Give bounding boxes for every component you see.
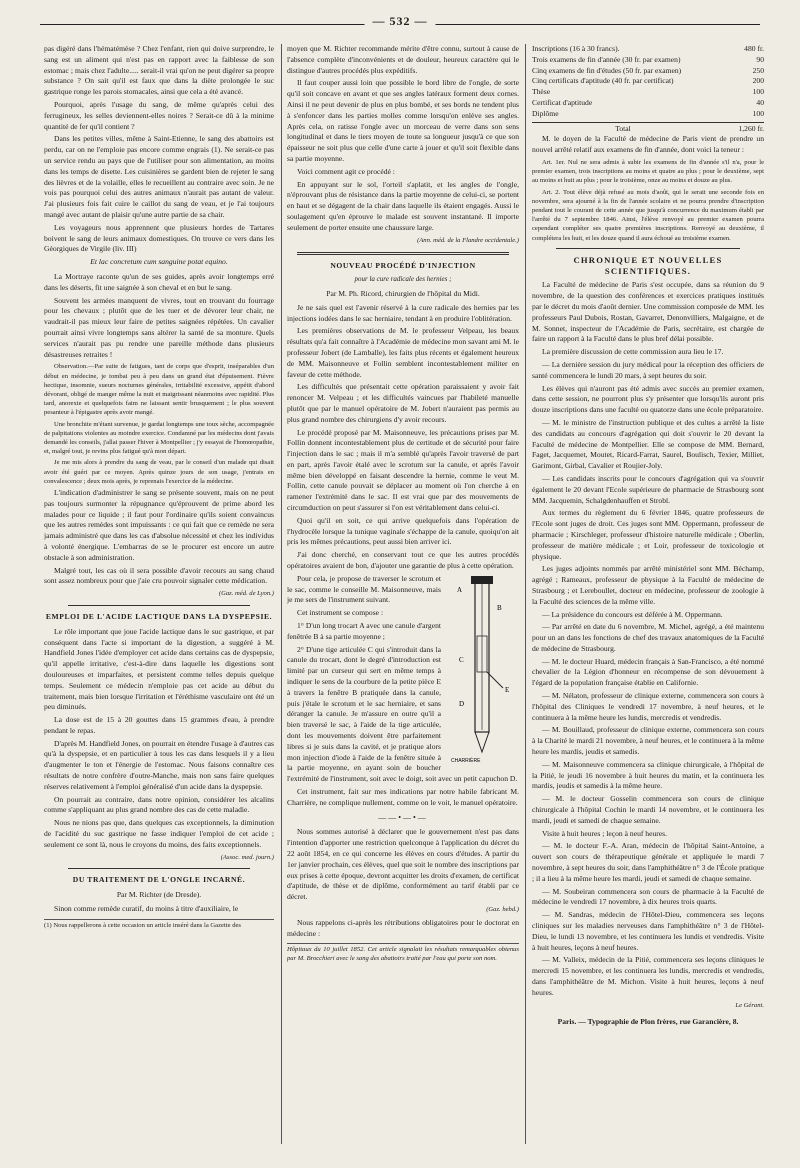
figure-label-e: E	[505, 685, 510, 694]
paragraph: moyen que M. Richter recommande mérite d'être connu, surtout à cause de l'absence complète d'inconvénients et de douleur, heureux caractère qui le distingue d'autres procédés plus expéditifs.	[287, 44, 519, 75]
article-byline: Par M. Richter (de Dresde).	[116, 890, 202, 900]
fee-total-label: Total	[615, 123, 631, 133]
paragraph: Quoi qu'il en soit, ce qui arrive quelquefois dans l'opération de l'hydrocèle lorsque la tunique vaginale s'échappe de la canule, quoiqu'on ait pris les mêmes précautions, peut aussi bien arriver ici.	[287, 515, 519, 547]
paragraph: Souvent les armées manquent de vivres, tout en trouvant du fourrage pour les chevaux ; plutôt que de les tuer et de dévorer leur chair, ne vaudrait-il pas mieux leur faire de petites saignées répétées. Un cavalier pourrait ainsi vivre longtemps sans altérer la santé de sa monture. Quels services n'aurait pas pu rendre une pareille méthode dans plusieurs désastreuses retraites !	[44, 295, 274, 359]
fee-row	[532, 66, 764, 77]
paragraph: En appuyant sur le sol, l'orteil s'aplatit, et les angles de l'ongle, n'éprouvant plus de résistance dans la partie moyenne de celui-ci, se portent en haut et se dégagent de la chair dans laquelle ils étaient engagés. Aussi le soulagement qu'en éprouve le malade est souvent instantané. Il importe seulement de porter ensuite une chaussure large.	[287, 179, 519, 232]
fee-amount: 100	[752, 108, 764, 118]
paragraph: Cet instrument se compose :	[297, 608, 384, 618]
fee-row	[532, 55, 764, 66]
paragraph: — M. Maisonneuve commencera sa clinique chirurgicale, à l'hôpital de la Pitié, le jeudi 16 novembre à huit heures du matin, et la continuera les mardis, jeudis et samedis à la même heure.	[532, 759, 764, 791]
figure-label-b: B	[497, 603, 502, 612]
figure-maker-mark: CHARRIÈRE	[451, 757, 481, 764]
paragraph: Les voyageurs nous apprennent que plusieurs hordes de Tartares boivent le sang de leurs animaux domestiques. On trouve ce vers dans les Géorgiques de Virgile (liv. III)	[44, 222, 274, 254]
manager-signoff: Le Gérant.	[735, 1001, 764, 1009]
paragraph: Cet instrument, fait sur mes indications par notre habile fabricant M. Charrière, ne complique nullement, comme on le voit, le manuel opératoire.	[287, 787, 519, 807]
paragraph: Visite à huit heures ; leçon à neuf heures.	[542, 828, 668, 838]
paragraph: — Les candidats inscrits pour le concours d'agrégation qui va s'ouvrir également le 20 devant l'Ecole supérieure de pharmacie de Strasbourg sont MM. Jacquemin, Schalgdenhauffen et Strobl.	[532, 473, 764, 505]
paragraph: Pour cela, je propose de traverser le scrotum et le sac, comme le conseille M. Maisonneuve, mais je me sers de l'instrument suivant.	[287, 573, 441, 605]
paragraph: — M. le docteur Huard, médecin français à San-Francisco, a été nommé chevalier de la Légion d'honneur en récompense de son dévouement à l'égard de la population française établie en Californie.	[532, 656, 764, 688]
section-divider	[556, 248, 740, 249]
column-separator	[525, 44, 526, 1144]
paragraph: On pourrait au contraire, dans notre opinion, considérer les alcalins comme s'appliquant au plus grand nombre des cas de cette maladie.	[44, 794, 274, 815]
paragraph: — M. le ministre de l'instruction publique et des cultes a arrêté la liste des candidats au concours d'agrégation qui doit s'ouvrir le 20 devant la Faculté de médecine de Montpellier. Elle se compose de MM. Bernard, Faget, Jacquemet, Moutet, Ricard-Farrat, Saurel, Boulisch, Texier, Milliet, Garimont, Girbal, Cavalier et Roujier-Joly.	[532, 417, 764, 471]
article-subtitle: pour la cure radicale des hernies ;	[354, 275, 452, 284]
paragraph: — Par arrêté en date du 6 novembre, M. Michel, agrégé, a été maintenu pour un an dans les fonctions de chef des travaux anatomiques de la Faculté de médecine de Strasbourg.	[532, 622, 764, 653]
source-citation: (Ann. méd. de la Flandre occidentale.)	[417, 236, 519, 244]
column-right	[532, 44, 764, 1144]
paragraph: Nous rappelons ci-après les rétributions obligatoires pour le doctorat en médecine :	[287, 917, 519, 938]
paragraph: Voici comment agit ce procédé :	[297, 166, 395, 176]
paragraph: Le rôle important que joue l'acide lactique dans le suc gastrique, et par conséquent dans l'acte si important de la digestion, a suggéré à M. Handfield Jones l'idée d'employer cet acide dans certains cas de dyspepsie, qu'il appelle irritative, c'est-à-dire dans laquelle les digestions sont douloureuses et imparfaites, et persistent comme telles depuis quelque temps. Seulement ce médecin n'emploie pas cet acide au début du traitement, mais bien lorsque l'irritation et l'éréthisme vasculaire ont été un peu diminués.	[44, 626, 274, 712]
article-title: NOUVEAU PROCÉDÉ D'INJECTION	[330, 261, 476, 271]
section-divider	[68, 868, 250, 869]
page-number: — 532 —	[365, 14, 436, 29]
fee-row	[532, 109, 764, 120]
fee-amount: 480 fr.	[744, 44, 764, 53]
source-citation: (Gaz. hebd.)	[486, 905, 519, 913]
article-title: EMPLOI DE L'ACIDE LACTIQUE DANS LA DYSPEPSIE.	[45, 611, 273, 621]
fee-amount: 40	[756, 97, 764, 107]
fee-label: Trois examens de fin d'année (30 fr. par examen)	[532, 54, 681, 64]
paragraph: La Mortraye raconte qu'un de ses guides, après avoir longtemps erré dans les déserts, fit une saignée à son cheval et en but le sang.	[44, 271, 274, 292]
fee-row	[532, 44, 764, 55]
article-title: DU TRAITEMENT DE L'ONGLE INCARNÉ.	[72, 875, 246, 885]
paragraph: 2° D'une tige articulée C qui s'introduit dans la canule du trocart, dont le degré d'introduction est limité par un curseur qui sert en même temps à indiquer le sens de la courbure de la petite pièce E à travers la fenêtre B pratiquée dans la canule, puis j'étale le scrotum et le sac herniaire, et sans déranger la canule. Je m'assure en outre qu'il a bien traversé le sac, à l'aide de la tige articulée, dont les mouvements doivent être parfaitement libres si je suis dans la cavité, et je pratique alors mon injection d'iode à l'aide de la fenêtre située à la partie moyenne, en ayant soin de boucher l'extrémité de l'instrument, soit avec le doigt, soit avec un petit capuchon D.	[287, 644, 518, 784]
paragraph: — M. le docteur Gosselin commencera son cours de clinique chirurgicale à l'hôpital Cochin le mardi 14 novembre, et le continuera les mardi, jeudi et samedi de chaque semaine.	[532, 794, 764, 825]
paragraph: — M. Valleix, médecin de la Pitié, commencera ses leçons cliniques le mercredi 15 novembre, et les continuera les lundis, mercredis et vendredis, dans l'amphithéâtre de M. Michon. Visite à huit heures, leçons à neuf heures.	[532, 955, 764, 997]
paragraph: Aux termes du règlement du 6 février 1846, quatre professeurs de l'Ecole sont juges de droit. Ces juges sont MM. Oppermann, professeur de pharmacie ; Kirschleger, professeur d'histoire naturelle médicale ; Oberlin, professeur de matière médicale ; et Loir, professeur de toxicologie et physique.	[532, 508, 764, 561]
paragraph: D'après M. Handfield Jones, on pourrait en étendre l'usage à d'autres cas qu'à la dyspepsie, et en particulier à tous les cas dans lesquels il y a lieu d'augmenter le ton et l'énergie de l'estomac. Nous faisons connaître ces résultats de notre confrère d'outre-Manche, mais non sans faire quelques réserves relativement à l'emploi généralisé d'un acide dans la dyspepsie.	[44, 738, 274, 791]
section-heading: CHRONIQUE ET NOUVELLES SCIENTIFIQUES.	[573, 254, 723, 276]
fee-table	[532, 44, 764, 120]
paragraph: Les premières observations de M. le professeur Velpeau, les beaux résultats qu'a fait connaître à l'Académie de médecine mon savant ami M. le professeur Jobert (de Lamballe), les faits plus récents et également heureux de MM. Maisonneuve et Follin semblent incontestablement militer en faveur de cette méthode.	[287, 326, 519, 379]
latin-quote: Et lac concretum cum sanguine potat equino.	[90, 257, 228, 267]
observation-paragraph: Observation.—Par suite de fatigues, tant de corps que d'esprit, inséparables d'un début en médecine, je tombai peu à peu dans un grand état d'épuisement. Fièvre hectique, insomnie, sueurs nocturnes générales, irritabilité excessive, appétit d'abord dévorant, obligé de manger même la nuit et maigrissant néanmoins avec rapidité. Plus tard, anorexie et quelquefois faim ne laissant sentir brusquement ; le plus souvent pesanteur à l'épigastre après avoir mangé.	[44, 363, 274, 417]
paragraph: 1° D'un long trocart A avec une canule d'argent fenêtrée B à sa partie moyenne ;	[287, 621, 441, 641]
paragraph: Pourquoi, après l'usage du sang, de même qu'après celui des ferrugineux, les selles deviennent-elles noires ? Serait-ce dû à la minime quantité de fer qu'il contient ?	[44, 99, 274, 131]
paragraph: La Faculté de médecine de Paris s'est occupée, dans sa réunion du 9 novembre, de la question des conférences et exercices pratiques institués par le décret du mois d'août dernier. Une commission composée de MM. les professeurs Paul Dubois, Rostan, Gavarret, Denonvilliers, Malgaigne, et de M. Sonnet, inspecteur de l'Académie de Paris, secrétaire, est chargée de faire un rapport à la Faculté dans le plus bref délai possible.	[532, 280, 764, 344]
paragraph: La première discussion de cette commission aura lieu le 17.	[542, 347, 724, 357]
trocar-instrument-drawing	[447, 576, 519, 766]
paragraph: pas digéré dans l'hématémèse ? Chez l'enfant, rien qui doive surprendre, le sang est un aliment qui n'est pas en rapport avec la faiblesse de son estomac ; mais chez l'adulte..... serait-il vrai qu'on ne peut digérer sa propre substance ? On sait qu'il est faux que dans la diète prolongée le suc gastrique ronge les parois stomacales, ainsi que cela a été avancé.	[44, 44, 274, 97]
paragraph: L'indication d'administrer le sang se présente souvent, mais on ne peut pas toujours surmonter la répugnance qu'éprouvent de prime abord les malades pour ce liquide ; il faut pour l'ordinaire qu'ils soient convaincus que les autres remèdes sont impuissants : ce qui fait que ce remède ne sera jamais administré que dans les cas d'absolue nécessité et chez les individus à volonté énergique. L'embarras de se le procurer est encore un autre obstacle à son administration.	[44, 487, 274, 562]
paragraph: Une bronchite m'étant survenue, je gardai longtemps une toux sèche, accompagnée de palpitations violentes au moindre exercice. Condamné par les médecins dont j'avais demandé les conseils, j'allai passer l'hiver à Montpellier ; j'y essayai de l'homœopathie, et, malgré tout, je revins plus fatigué qu'à mon départ.	[44, 420, 274, 456]
fee-total-amount: 1,260 fr.	[738, 123, 764, 133]
fee-amount: 90	[756, 54, 764, 64]
trocar-figure	[447, 576, 519, 770]
paragraph: Les élèves qui n'auront pas été admis avec succès au premier examen, dans cette session, ne pourront plus s'y présenter que lorsqu'ils auront pris douze inscriptions dans une faculté ou quatorze dans une école préparatoire.	[532, 383, 764, 415]
fee-row	[532, 87, 764, 98]
paragraph: Nous sommes autorisé à déclarer que le gouvernement n'est pas dans l'intention d'apporter une restriction quelconque à l'application du décret du 22 août 1854, en ce qui concerne les élèves en cours d'études. A partir du 1er janvier prochain, ces élèves, quel que soit le nombre des inscriptions par eux prises à cette époque, devront acquitter les droits d'examen, de certificat d'aptitude, de thèse et de diplôme, conformément au tarif établi par ce décret.	[287, 827, 519, 902]
figure-label-c: C	[459, 655, 464, 664]
paragraph: Sinon comme remède curatif, du moins à titre d'auxiliaire, le	[54, 904, 239, 914]
section-divider	[297, 252, 509, 255]
footnote: (1) Nous rappellerons à cette occasion un article inséré dans la Gazette des	[44, 919, 274, 931]
paragraph: — M. Soubeiran commencera son cours de pharmacie à la Faculté de médecine le vendredi 17 novembre, à dix heures trois quarts.	[532, 886, 764, 907]
paragraph: — M. Bouillaud, professeur de clinique externe, commencera son cours à la Charité le mardi 21 novembre, à neuf heures, et le continuera à la même heure les mardis, jeudis et samedis.	[532, 725, 764, 757]
paragraph: Le procédé proposé par M. Maisonneuve, les précautions prises par M. Follin donnent incontestablement plus de certitude et de sécurité pour faire l'injection dans le sac ; mais il m'a semblé qu'après l'avoir traversé de part en part, après l'avoir étalé avec le scrotum sur la canule, et après l'avoir même bien développé en faisant descendre la hernie, comme le veut M. Follin, cette canule pouvait se déplacer au moment où l'on cherche à en ramener l'extrémité dans le sac. Il est vrai que par des mouvements de circumduction on peut s'assurer si l'on est véritablement dans celui-ci.	[287, 427, 519, 513]
printer-imprint: Paris. — Typographie de Plon frères, rue Garancière, 8.	[557, 1017, 739, 1027]
fee-amount: 100	[752, 87, 764, 97]
fee-label: Cinq certificats d'aptitude (40 fr. par certificat)	[532, 76, 674, 86]
paragraph: Je ne sais quel est l'avenir réservé à la cure radicale des hernies par les injections iodées dans le sac herniaire, tendant à en produire l'oblitération.	[287, 302, 519, 323]
ornament-divider: ——•—•—	[378, 812, 428, 822]
paragraph: M. le doyen de la Faculté de médecine de Paris vient de prendre un nouvel arrêté relatif aux examens de fin d'année, dont voici la teneur :	[532, 134, 764, 155]
figure-label-d: D	[459, 699, 465, 708]
fee-label: Cinq examens de fin d'études (50 fr. par examen)	[532, 65, 682, 75]
paragraph: Malgré tout, les cas où il sera possible d'avoir recours au sang chaud sont assez nombreux pour que j'aie cru pouvoir signaler cette médication.	[44, 565, 274, 586]
fee-amount: 250	[752, 65, 764, 75]
paragraph: Art. 1er. Nul ne sera admis à subir les examens de fin d'année s'il n'a, pour le premier examen, trois inscriptions au moins et quatre au plus ; pour le deuxième, sept au moins et huit au plus ; pour le troisième, onze au moins et douze au plus.	[532, 158, 764, 185]
footnote-continuation: Hôpitaux du 10 juillet 1852. Cet article signalait les résultats remarquables obtenus par M. Brocchieri avec le sang des abattoirs traité par l'eau qui porte son nom.	[287, 943, 519, 964]
paragraph: Art. 2. Tout élève déjà refusé au mois d'août, qui le serait une seconde fois en novembre, sera ajourné à la fin de l'année scolaire et ne pourra prendre d'inscription pendant tout le courant de cette année que jusqu'à concurrence du maximum établi par l'arrêté du 7 septembre 1846. Ainsi, l'élève renvoyé au premier examen pourra cependant compléter ses quatre premières inscriptions. Renvoyé au deuxième, il complétera les huit, et les douze quand il aura échoué au troisième examen.	[532, 188, 764, 242]
fee-label: Inscriptions (16 à 30 francs).	[532, 44, 620, 53]
fee-amount: 200	[752, 76, 764, 86]
source-citation: (Assoc. med. journ.)	[220, 853, 274, 861]
paragraph: Je me mis alors à prendre du sang de veau, par le conseil d'un malade qui disait avoir été guéri par ce moyen. Après quinze jours de son usage, j'entrais en convalescence ; deux mois après, je reprenais l'exercice de la médecine.	[44, 459, 274, 485]
source-citation: (Gaz. méd. de Lyon.)	[218, 590, 274, 598]
paragraph: Il faut couper aussi loin que possible le bord libre de l'ongle, de sorte qu'il soit concave en avant et que ses angles latéraux forment deux cornes. Ainsi il ne peut devenir de plus en plus bombé, et ses bords ne tendent plus à s'enfoncer dans les parties molles comme lorsqu'on enlève ses angles. Après cela, on ratisse l'ongle avec un morceau de verre dans son sens longitudinal et dans le tiers moyen de toute sa longueur jusqu'à ce que son épaisseur ne soit plus que celle d'une carte à jouer et qu'il soit flexible dans sa partie moyenne.	[287, 78, 519, 163]
paragraph: — La dernière session du jury médical pour la réception des officiers de santé commencera le lundi 20 mars, à sept heures du soir.	[532, 359, 764, 380]
article-byline: Par M. Ph. Ricord, chirurgien de l'hôpital du Midi.	[326, 288, 480, 298]
paragraph: J'ai donc cherché, en conservant tout ce que les autres procédés opératoires avaient de bon, d'ajouter une garantie de plus à cette opération.	[287, 550, 519, 571]
paragraph: — La présidence du concours est déférée à M. Oppermann.	[542, 609, 723, 619]
paragraph: La dose est de 15 à 20 gouttes dans 15 grammes d'eau, à prendre pendant le repas.	[44, 715, 274, 735]
paragraph: Dans les petites villes, même à Saint-Etienne, le sang des abattoirs est perdu, car on ne l'emploie pas encore comme engrais (1). Ne serait-ce pas un service rendu au pays que de l'utiliser pour son alimentation, au moins dans les temps de disette. Les cuisinières se gardent bien de rejeter le sang des lièvres et de la volaille, elles le recueillent au contraire avec soin. Je ne vois pas pourquoi celui des autres animaux n'aurait pas autant de valeur. J'ai plusieurs fois fait cuire le caillot du sang de veau, et je l'ai toujours mangé avec autant de plaisir qu'une autre partie de sa chair.	[44, 134, 274, 219]
paragraph: Les difficultés que présentait cette opération paraissaient y avoir fait renoncer M. Velpeau ; et les difficultés vaincues par l'habileté manuelle plutôt que par le manuel opératoire de M. Jobert n'auraient pas permis au plus grand nombre des chirurgiens d'y avoir recours.	[287, 382, 519, 424]
fee-row	[532, 76, 764, 87]
column-left	[44, 44, 274, 1144]
paragraph: Les juges adjoints nommés par arrêté ministériel sont MM. Béchamp, agrégé ; Rameaux, professeur de physique à la Faculté de médecine de Strasbourg ; et Lereboullet, docteur en médecine, professeur de zoologie à la Faculté des sciences de la même ville.	[532, 564, 764, 606]
fee-total-row	[532, 122, 764, 135]
section-divider	[68, 605, 250, 606]
figure-label-a: A	[457, 585, 463, 594]
paragraph: — M. Nélaton, professeur de clinique externe, commencera son cours à l'hôpital des Cliniques le vendredi 17 novembre, à neuf heures, et le continuera à la même heure les lundis, mercredis et vendredis.	[532, 691, 764, 722]
paragraph: Nous ne nions pas que, dans quelques cas exceptionnels, la diminution de l'acidité du suc gastrique ne fasse indiquer l'emploi de cet acide ; seulement ce sont là, nous le croyons du moins, des faits exceptionnels.	[44, 818, 274, 849]
page-header	[40, 12, 760, 34]
paragraph: — M. Sandras, médecin de l'Hôtel-Dieu, commencera ses leçons cliniques sur les maladies nerveuses dans l'amphithéâtre n° 3 de l'Hôtel-Dieu, le lundi 13 novembre, et les continuera les lundis et vendredis. Visite à huit heures, leçons à neuf heures.	[532, 910, 764, 952]
fee-label: Thèse	[532, 87, 551, 97]
paragraph: — M. le docteur F.-A. Aran, médecin de l'hôpital Saint-Antoine, a ouvert son cours de thérapeutique générale et appliquée le mardi 7 novembre, à sept heures du soir, dans l'amphithéâtre n° 3 de l'École pratique ; il a lieu à la même heure les mardi, jeudi et samedi de chaque semaine.	[532, 841, 764, 883]
fee-row	[532, 98, 764, 109]
fee-label: Certificat d'aptitude	[532, 97, 593, 107]
column-separator	[281, 44, 282, 1144]
column-middle	[287, 44, 519, 1144]
fee-label: Diplôme	[532, 108, 559, 118]
